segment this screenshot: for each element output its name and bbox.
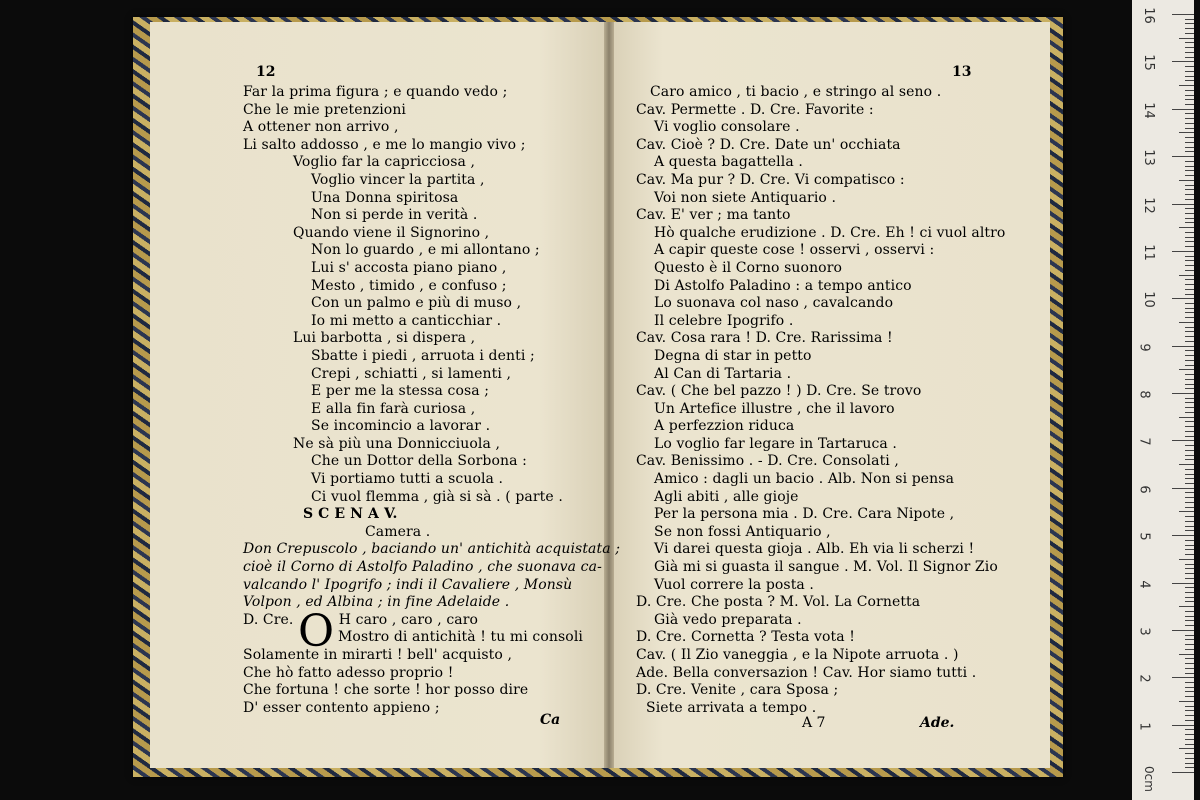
ruler-tick — [1185, 189, 1194, 190]
ruler-tick — [1185, 502, 1194, 503]
text-line: Cav. Cioè ? D. Cre. Date un' occhiata — [636, 136, 901, 153]
text-line: Mostro di antichità ! tu mi consoli — [338, 629, 583, 646]
ruler-tick — [1185, 76, 1194, 77]
text-line: Camera . — [365, 523, 431, 540]
text-line: Una Donna spiritosa — [311, 189, 459, 206]
ruler-tick — [1185, 218, 1194, 219]
ruler-tick — [1185, 123, 1194, 124]
ruler-tick — [1185, 739, 1194, 740]
ruler-tick — [1185, 734, 1194, 735]
text-line: Per la persona mia . D. Cre. Cara Nipote , — [654, 506, 955, 523]
ruler-tick — [1185, 450, 1194, 451]
ruler-tick — [1185, 289, 1194, 290]
ruler-tick — [1179, 227, 1194, 228]
text-line: Degna di star in petto — [654, 347, 812, 364]
text-line: Hò qualche erudizione . D. Cre. Eh ! ci vuol altro — [654, 224, 1006, 241]
text-line: Volpon , ed Albina ; in fine Adelaide . — [243, 594, 510, 611]
ruler-tick — [1179, 606, 1194, 607]
ruler-tick — [1185, 52, 1194, 53]
ruler-tick — [1179, 748, 1194, 749]
ruler-tick — [1172, 535, 1194, 536]
text-line: Vi darei questa gioja . Alb. Eh via li scherzi ! — [654, 541, 975, 558]
right-page-text — [636, 84, 1005, 717]
text-line: Già vedo preparata . — [654, 611, 802, 628]
ruler-tick — [1185, 592, 1194, 593]
text-line: Il celebre Ipogrifo . — [654, 312, 794, 329]
ruler-tick — [1185, 312, 1194, 313]
ruler-tick — [1185, 151, 1194, 152]
ruler-tick — [1185, 317, 1194, 318]
text-line: Voglio vincer la partita , — [311, 171, 485, 188]
text-line: A questa bagattella . — [654, 154, 803, 171]
text-line: Vuol correre la posta . — [654, 576, 814, 593]
ruler-tick — [1185, 374, 1194, 375]
ruler-label: 1 — [1136, 721, 1152, 731]
ruler-tick — [1179, 511, 1194, 512]
ruler-tick — [1185, 308, 1194, 309]
text-line: Cav. ( Il Zio vaneggia , e la Nipote arruota . ) — [636, 647, 959, 663]
ruler-tick — [1185, 597, 1194, 598]
text-line: Lo voglio far legare in Tartaruca . — [654, 435, 897, 452]
ruler-tick — [1185, 246, 1194, 247]
text-line: Cav. E' ver ; ma tanto — [636, 207, 791, 224]
text-line: Sbatte i piedi , arruota i denti ; — [311, 347, 535, 364]
text-line: Se non fossi Antiquario , — [654, 523, 831, 540]
ruler-tick — [1185, 530, 1194, 531]
text-line: E per me la stessa cosa ; — [311, 383, 490, 400]
ruler-tick — [1179, 701, 1194, 702]
ruler-tick — [1179, 132, 1194, 133]
ruler-tick — [1185, 260, 1194, 261]
ruler-label: 9 — [1136, 342, 1152, 352]
ruler-tick — [1185, 753, 1194, 754]
text-line: D. Cre. Che posta ? M. Vol. La Cornetta — [636, 594, 921, 611]
ruler-label: 16 — [1140, 7, 1156, 24]
ruler-tick — [1185, 256, 1194, 257]
ruler-tick — [1185, 691, 1194, 692]
text-line: Non si perde in verità . — [311, 207, 478, 224]
ruler-tick — [1185, 237, 1194, 238]
ruler-tick — [1185, 379, 1194, 380]
ruler-tick — [1185, 763, 1194, 764]
left-page-number: 12 — [256, 64, 276, 80]
text-line: Voglio far la capricciosa , — [293, 154, 476, 171]
ruler-tick — [1185, 23, 1194, 24]
ruler-tick — [1185, 507, 1194, 508]
text-line: Mesto , timido , e confuso ; — [311, 277, 507, 294]
ruler-tick — [1185, 241, 1194, 242]
ruler-tick — [1185, 407, 1194, 408]
ruler-tick — [1185, 113, 1194, 114]
ruler-tick — [1185, 483, 1194, 484]
ruler-tick — [1185, 668, 1194, 669]
ruler-tick — [1185, 284, 1194, 285]
ruler-label: 14 — [1140, 101, 1156, 119]
ruler-tick — [1185, 66, 1194, 67]
signature-mark: A 7 — [802, 715, 826, 731]
ruler-tick — [1185, 99, 1194, 100]
ruler-tick — [1185, 402, 1194, 403]
ruler-tick — [1185, 635, 1194, 636]
ruler-tick — [1172, 298, 1194, 299]
ruler-tick — [1185, 545, 1194, 546]
ruler-tick — [1172, 440, 1194, 441]
ruler-tick — [1185, 639, 1194, 640]
text-line: Ci vuol flemma , già si sà . ( parte . — [311, 488, 563, 505]
text-line: Lui barbotta , si dispera , — [293, 330, 476, 347]
ruler-tick — [1185, 474, 1194, 475]
ruler-tick — [1185, 616, 1194, 617]
ruler-tick — [1185, 445, 1194, 446]
text-line: Vi voglio consolare . — [654, 119, 800, 136]
ruler-tick — [1185, 526, 1194, 527]
ruler-tick — [1185, 436, 1194, 437]
ruler-tick — [1185, 355, 1194, 356]
ruler-tick — [1185, 758, 1194, 759]
ruler-tick — [1185, 170, 1194, 171]
text-line: Che hò fatto adesso proprio ! — [243, 664, 454, 681]
text-line: Crepi , schiatti , si lamenti , — [311, 365, 512, 382]
ruler-tick — [1179, 654, 1194, 655]
text-line: Caro amico , ti bacio , e stringo al seno . — [650, 84, 942, 100]
ruler-tick — [1185, 431, 1194, 432]
ruler-tick — [1185, 222, 1194, 223]
text-line: Agli abiti , alle gioje — [654, 488, 799, 505]
ruler-tick — [1179, 464, 1194, 465]
ruler-tick — [1185, 147, 1194, 148]
text-line: Lo suonava col naso , cavalcando — [654, 295, 894, 312]
ruler-tick — [1172, 14, 1194, 15]
ruler-tick — [1185, 232, 1194, 233]
ruler-tick — [1185, 601, 1194, 602]
ruler-tick — [1179, 559, 1194, 560]
drop-cap: O — [298, 605, 335, 657]
ruler-label: 2 — [1136, 674, 1152, 683]
text-line: Cav. ( Che bel pazzo ! ) D. Cre. Se trovo — [636, 383, 922, 400]
text-line: A capir queste cose ! osservi , osservi : — [654, 242, 935, 259]
ruler-tick — [1185, 42, 1194, 43]
ruler-tick — [1185, 421, 1194, 422]
text-line: A ottener non arrivo , — [243, 119, 399, 136]
ruler-label: 8 — [1136, 390, 1152, 399]
text-line: Già mi si guasta il sangue . M. Vol. Il Signor Zio — [654, 559, 998, 576]
ruler-tick — [1185, 104, 1194, 105]
text-line: Lui s' accosta piano piano , — [311, 259, 507, 276]
ruler-tick — [1185, 142, 1194, 143]
text-line: D' esser contento appieno ; — [243, 699, 440, 716]
text-line: Questo è il Corno suonoro — [654, 259, 843, 276]
ruler-tick — [1185, 270, 1194, 271]
ruler-label: 5 — [1136, 532, 1152, 541]
ruler-tick — [1185, 578, 1194, 579]
ruler-tick — [1185, 564, 1194, 565]
ruler-tick — [1185, 336, 1194, 337]
text-line: Far la prima figura ; e quando vedo ; — [243, 84, 508, 100]
ruler-tick — [1185, 492, 1194, 493]
ruler-tick — [1179, 85, 1194, 86]
text-line: D. Cre. O H caro , caro , caro — [243, 605, 479, 657]
ruler-tick — [1185, 554, 1194, 555]
ruler-tick — [1179, 275, 1194, 276]
ruler-tick — [1185, 331, 1194, 332]
ruler-tick — [1185, 350, 1194, 351]
ruler-tick — [1185, 587, 1194, 588]
right-page-number: 13 — [952, 64, 972, 80]
ruler-tick — [1185, 199, 1194, 200]
ruler-label: 15 — [1140, 54, 1156, 72]
ruler-tick — [1185, 644, 1194, 645]
text-line: Amico : dagli un bacio . Alb. Non si pensa — [654, 471, 955, 488]
ruler-tick — [1185, 663, 1194, 664]
ruler-tick — [1179, 369, 1194, 370]
ruler-tick — [1172, 346, 1194, 347]
ruler-tick — [1185, 729, 1194, 730]
ruler-tick — [1185, 469, 1194, 470]
text-line: Cav. Cosa rara ! D. Cre. Rarissima ! — [636, 330, 893, 347]
ruler-label: 11 — [1140, 244, 1156, 261]
ruler-tick — [1172, 61, 1194, 62]
text-line: Che le mie pretenzioni — [243, 101, 407, 118]
ruler-tick — [1185, 365, 1194, 366]
ruler-tick — [1185, 687, 1194, 688]
ruler-tick — [1172, 156, 1194, 157]
ruler-tick — [1185, 573, 1194, 574]
ruler-tick — [1185, 412, 1194, 413]
text-line: cioè il Corno di Astolfo Paladino , che suonava ca- — [243, 559, 602, 576]
ruler-tick — [1185, 549, 1194, 550]
ruler-tick — [1172, 488, 1194, 489]
ruler-tick — [1185, 294, 1194, 295]
ruler-tick — [1185, 279, 1194, 280]
ruler-tick — [1185, 455, 1194, 456]
text-line: Ne sà più una Donnicciuola , — [293, 435, 500, 452]
ruler-label: 7 — [1136, 437, 1152, 447]
ruler-tick — [1185, 540, 1194, 541]
left-page-text — [243, 84, 620, 717]
ruler-tick — [1185, 478, 1194, 479]
text-line: Don Crepuscolo , baciando un' antichità acquistata ; — [243, 541, 621, 558]
ruler-tick — [1185, 208, 1194, 209]
text-line: A perfezzion riduca — [654, 418, 795, 435]
text-line: Se incomincio a lavorar . — [311, 418, 491, 435]
ruler-tick — [1185, 90, 1194, 91]
ruler-tick — [1185, 388, 1194, 389]
ruler-tick — [1185, 28, 1194, 29]
ruler-tick — [1185, 625, 1194, 626]
text-line: Cav. Permette . D. Cre. Favorite : — [636, 101, 874, 118]
ruler-tick — [1185, 265, 1194, 266]
ruler-tick — [1185, 161, 1194, 162]
ruler-tick — [1185, 341, 1194, 342]
ruler-tick — [1185, 47, 1194, 48]
ruler-tick — [1185, 516, 1194, 517]
text-line: D. Cre. Cornetta ? Testa vota ! — [636, 629, 855, 646]
ruler-tick — [1185, 137, 1194, 138]
right-catchword: Ade. — [920, 715, 955, 731]
ruler-tick — [1185, 649, 1194, 650]
ruler-tick — [1179, 180, 1194, 181]
ruler-tick — [1185, 611, 1194, 612]
ruler-tick — [1179, 322, 1194, 323]
ruler-label: 12 — [1140, 196, 1156, 214]
ruler-tick — [1185, 715, 1194, 716]
ruler-tick — [1185, 744, 1194, 745]
text-line: Che un Dottor della Sorbona : — [311, 453, 527, 470]
ruler-tick — [1172, 204, 1194, 205]
ruler-tick — [1185, 673, 1194, 674]
ruler-tick — [1185, 175, 1194, 176]
ruler-tick — [1172, 725, 1194, 726]
ruler-tick — [1172, 583, 1194, 584]
ruler-tick — [1185, 568, 1194, 569]
text-line: S C E N A V. — [303, 506, 398, 523]
ruler-tick — [1185, 194, 1194, 195]
ruler-tick — [1185, 33, 1194, 34]
text-line: Un Artefice illustre , che il lavoro — [654, 400, 895, 417]
ruler-tick — [1185, 497, 1194, 498]
ruler-label: 3 — [1136, 627, 1152, 636]
ruler-tick — [1185, 57, 1194, 58]
text-line: Siete arrivata a tempo . — [646, 699, 817, 716]
ruler-tick — [1185, 720, 1194, 721]
ruler-tick — [1185, 426, 1194, 427]
text-line: Li salto addosso , e me lo mangio vivo ; — [243, 136, 526, 153]
ruler-label: 6 — [1136, 485, 1152, 494]
text-line: Io mi metto a canticchiar . — [311, 312, 502, 329]
ruler-tick — [1185, 658, 1194, 659]
text-line: D. Cre. Venite , cara Sposa ; — [636, 682, 839, 699]
ruler-tick — [1185, 95, 1194, 96]
text-line: Cav. Ma pur ? D. Cre. Vi compatisco : — [636, 171, 905, 188]
text-line: Vi portiamo tutti a scuola . — [311, 471, 504, 488]
ruler-tick — [1185, 521, 1194, 522]
ruler-tick — [1185, 696, 1194, 697]
ruler-tick — [1185, 213, 1194, 214]
ruler-tick — [1185, 706, 1194, 707]
text-line: Ade. Bella conversazion ! Cav. Hor siamo tutti . — [636, 664, 977, 681]
ruler-tick — [1179, 38, 1194, 39]
ruler-tick — [1185, 459, 1194, 460]
ruler-tick — [1185, 710, 1194, 711]
text-line: Solamente in mirarti ! bell' acquisto , — [243, 647, 513, 663]
text-line: Quando viene il Signorino , — [293, 224, 490, 241]
text-line: Voi non siete Antiquario . — [654, 189, 837, 206]
ruler-tick — [1185, 118, 1194, 119]
text-line: Che fortuna ! che sorte ! hor posso dire — [243, 682, 529, 699]
ruler-label: 13 — [1140, 149, 1156, 166]
left-catchword: Ca — [540, 712, 561, 728]
ruler-tick — [1185, 166, 1194, 167]
ruler-tick — [1185, 360, 1194, 361]
ruler-label: 4 — [1136, 579, 1152, 589]
text-line: valcando l' Ipogrifo ; indi il Cavaliere , Monsù — [243, 576, 573, 593]
ruler-tick — [1172, 772, 1194, 773]
ruler-tick — [1185, 128, 1194, 129]
ruler-tick — [1185, 620, 1194, 621]
text-line: Al Can di Tartaria . — [654, 365, 792, 382]
ruler-tick — [1185, 71, 1194, 72]
ruler-tick — [1172, 677, 1194, 678]
ruler-tick — [1185, 398, 1194, 399]
ruler-label: 10 — [1140, 291, 1156, 309]
ruler-tick — [1185, 682, 1194, 683]
measuring-ruler — [1132, 0, 1194, 800]
ruler-tick — [1185, 384, 1194, 385]
ruler-tick — [1172, 393, 1194, 394]
ruler-unit-label: 0cm — [1141, 766, 1156, 792]
ruler-tick — [1185, 19, 1194, 20]
ruler-tick — [1185, 767, 1194, 768]
text-line: Con un palmo e più di muso , — [311, 295, 522, 312]
ruler-tick — [1172, 630, 1194, 631]
ruler-tick — [1185, 327, 1194, 328]
ruler-tick — [1185, 303, 1194, 304]
ruler-tick — [1185, 185, 1194, 186]
ruler-tick — [1185, 80, 1194, 81]
ruler-tick — [1172, 109, 1194, 110]
text-line: Di Astolfo Paladino : a tempo antico — [654, 277, 912, 294]
ruler-tick — [1172, 251, 1194, 252]
text-line: E alla fin farà curiosa , — [311, 400, 476, 417]
text-line: Non lo guardo , e mi allontano ; — [311, 242, 540, 259]
text-line: Cav. Benissimo . - D. Cre. Consolati , — [636, 453, 899, 470]
ruler-tick — [1179, 417, 1194, 418]
